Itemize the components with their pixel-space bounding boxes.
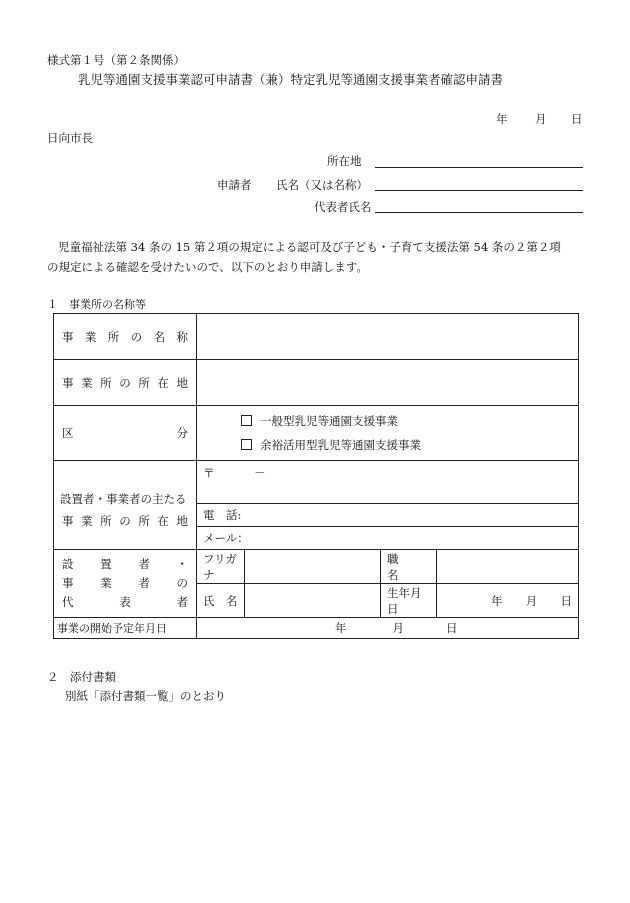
start-date-label: 事業の開始予定年月日 xyxy=(54,618,197,639)
checkbox-icon[interactable] xyxy=(241,439,252,450)
postal-mark: 〒 xyxy=(203,466,215,480)
form-number: 様式第１号（第２条関係） xyxy=(47,53,185,67)
attachments-note: 別紙「添付書類一覧」のとおり xyxy=(65,689,226,703)
kubun-option-general[interactable]: 一般型乳児等通園支援事業 xyxy=(241,413,572,429)
position-field[interactable] xyxy=(437,550,579,584)
birthdate-field[interactable]: 年 月 日 xyxy=(437,584,579,618)
shimei-label: 氏 名 xyxy=(197,584,245,618)
postal-dash: － xyxy=(254,466,266,480)
intro-line-1: 児童福祉法第 34 条の 15 第２項の規定による認可及び子ども・子育て支援法第 54 条の２第２項 xyxy=(58,240,561,254)
mail-field[interactable]: メール： xyxy=(197,527,579,550)
name-label: 氏名（又は名称） xyxy=(276,178,368,192)
applicant-label: 申請者 xyxy=(217,178,252,192)
addressee: 日向市長 xyxy=(47,131,93,145)
facility-name-label: 事 業 所 の 名 称 xyxy=(54,314,197,360)
facility-address-label: 事 業 所 の 所 在 地 xyxy=(54,360,197,406)
facility-name-field[interactable] xyxy=(197,314,579,360)
date-month-label: 月 xyxy=(535,112,547,126)
kubun-option-surplus[interactable]: 余裕活用型乳児等通園支援事業 xyxy=(241,437,572,453)
shimei-field[interactable] xyxy=(245,584,381,618)
date-day-label: 日 xyxy=(571,112,583,126)
start-date-field[interactable]: 年 月 日 xyxy=(197,618,579,639)
date-year-label: 年 xyxy=(496,112,508,126)
tel-field[interactable]: 電 話: xyxy=(197,504,579,527)
page-title: 乳児等通園支援事業認可申請書（兼）特定乳児等通園支援事業者確認申請書 xyxy=(78,72,504,87)
section-2-heading: ２ 添付書類 xyxy=(47,670,116,684)
facility-address-field[interactable] xyxy=(197,360,579,406)
representative-field[interactable] xyxy=(375,212,583,213)
name-field[interactable] xyxy=(375,190,583,191)
main-office-label: 設置者・事業者の主たる 事 業 所 の 所 在 地 xyxy=(54,461,197,550)
section-1-heading: １ 事業所の名称等 xyxy=(47,298,146,311)
kubun-label: 区 分 xyxy=(54,406,197,461)
facility-table xyxy=(53,313,579,639)
checkbox-icon[interactable] xyxy=(241,415,252,426)
address-field[interactable] xyxy=(375,167,583,168)
representative-label: 代表者氏名 xyxy=(314,200,372,214)
address-label: 所在地 xyxy=(327,154,362,168)
intro-line-2: の規定による確認を受けたいので、以下のとおり申請します。 xyxy=(47,260,368,274)
furigana-field[interactable] xyxy=(245,550,381,584)
birthdate-label: 生年月日 xyxy=(381,584,437,618)
postal-field[interactable] xyxy=(197,461,579,504)
furigana-label: フリガナ xyxy=(197,550,245,584)
position-label: 職 名 xyxy=(381,550,437,584)
kubun-options xyxy=(197,406,579,461)
representative-label-cell: 設 置 者 ・ 事 業 者 の 代 表 者 xyxy=(54,550,197,618)
